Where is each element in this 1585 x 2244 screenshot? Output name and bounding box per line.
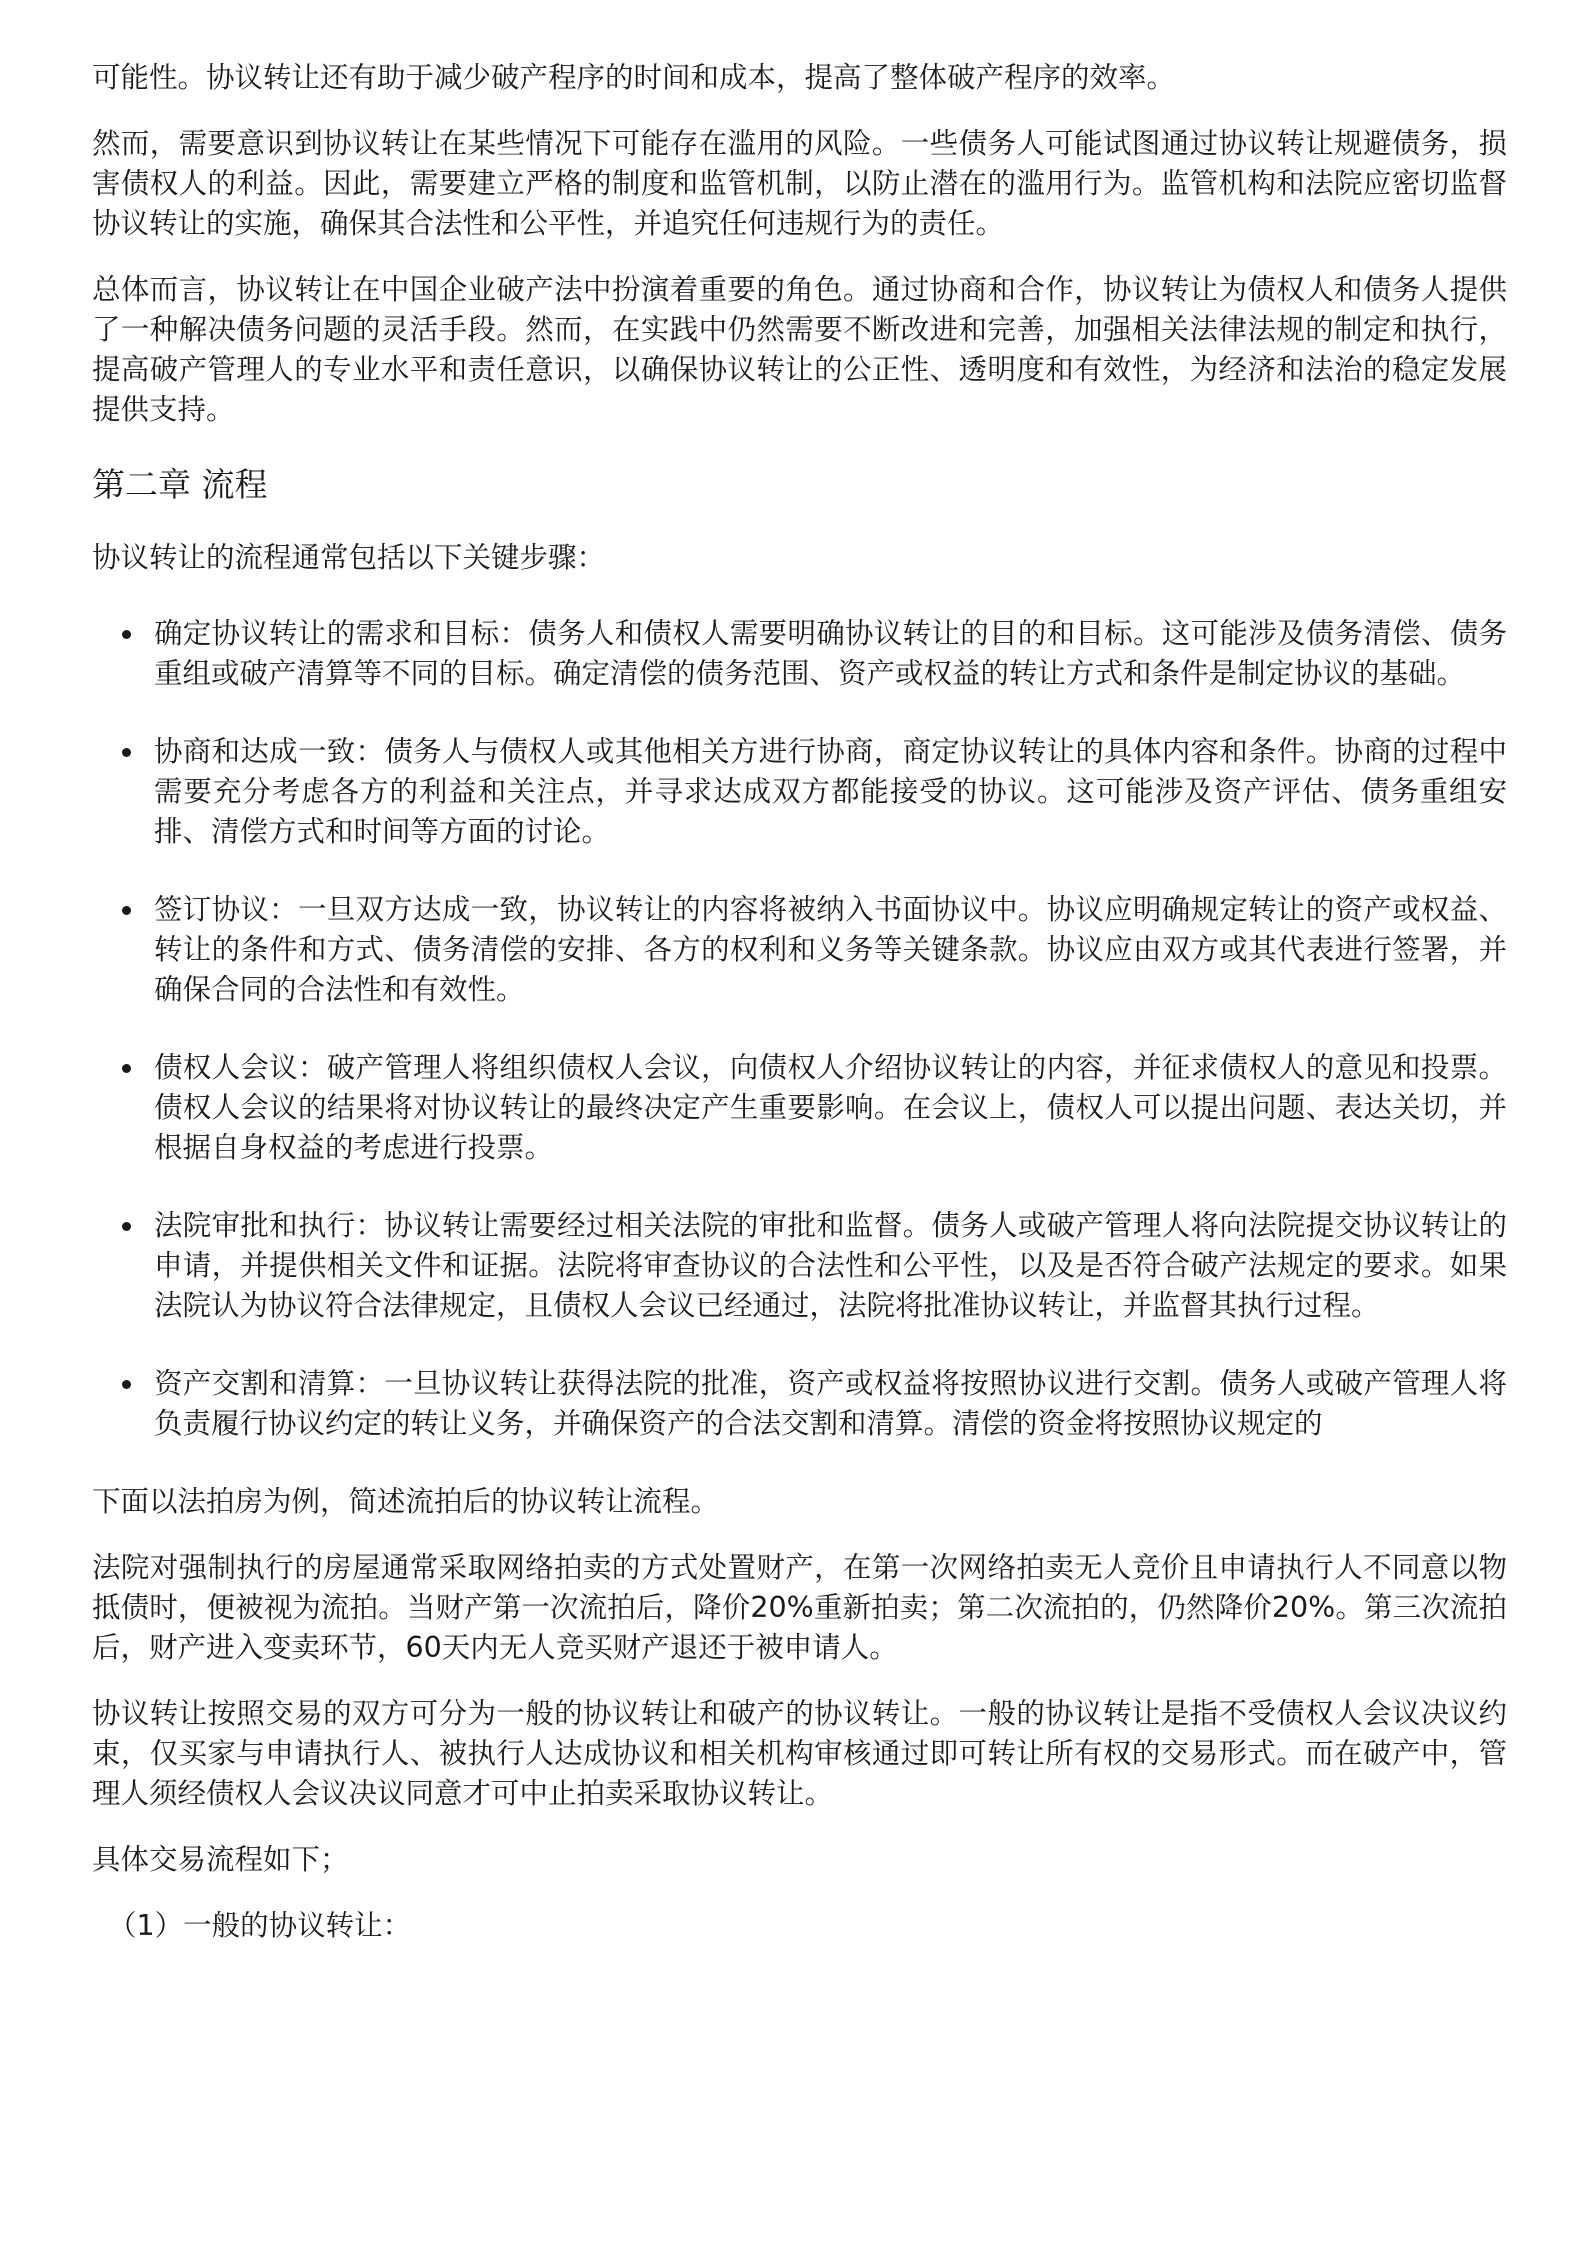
list-item [92, 1048, 1507, 1168]
list-item [92, 1364, 1507, 1444]
chapter-heading: 第二章 流程 [92, 465, 268, 504]
paragraph: 法院对强制执行的房屋通常采取网络拍卖的方式处置财产，在第一次网络拍卖无人竞价且申请执行人不同意以物抵债时，便被视为流拍。当财产第一次流拍后，降价20%重新拍卖；第二次流拍的，仍然降价20%。第三次流拍后，财产进入变卖环节，60天内无人竞买财产退还于被申请人。 [92, 1551, 1507, 1664]
paragraph: 可能性。协议转让还有助于减少破产程序的时间和成本，提高了整体破产程序的效率。 [92, 61, 1176, 94]
list-item [92, 1206, 1507, 1326]
bullet-icon [122, 748, 131, 757]
list-item-text: 确定协议转让的需求和目标：债务人和债权人需要明确协议转让的目的和目标。这可能涉及债务清偿、债务重组或破产清算等不同的目标。确定清偿的债务范围、资产或权益的转让方式和条件是制定协议的基础。 [154, 617, 1507, 690]
list-item-text: 债权人会议：破产管理人将组织债权人会议，向债权人介绍协议转让的内容，并征求债权人的意见和投票。债权人会议的结果将对协议转让的最终决定产生重要影响。在会议上，债权人可以提出问题、表达关切，并根据自身权益的考虑进行投票。 [154, 1051, 1507, 1164]
bullet-icon [122, 1222, 131, 1231]
paragraph: 总体而言，协议转让在中国企业破产法中扮演着重要的角色。通过协商和合作，协议转让为债权人和债务人提供了一种解决债务问题的灵活手段。然而，在实践中仍然需要不断改进和完善，加强相关法律法规的制定和执行，提高破产管理人的专业水平和责任意识，以确保协议转让的公正性、透明度和有效性，为经济和法治的稳定发展提供支持。 [92, 273, 1507, 426]
document-page [92, 58, 1507, 1946]
steps-list [92, 614, 1507, 1444]
paragraph: 具体交易流程如下； [92, 1843, 349, 1876]
bullet-icon [122, 1064, 131, 1073]
list-item [92, 890, 1507, 1010]
list-item [92, 614, 1507, 694]
paragraph: 然而，需要意识到协议转让在某些情况下可能存在滥用的风险。一些债务人可能试图通过协议转让规避债务，损害债权人的利益。因此，需要建立严格的制度和监管机制，以防止潜在的滥用行为。监管机构和法院应密切监督协议转让的实施，确保其合法性和公平性，并追究任何违规行为的责任。 [92, 127, 1507, 240]
steps-intro: 协议转让的流程通常包括以下关键步骤： [92, 541, 606, 574]
bullet-icon [122, 906, 131, 915]
sub-item: （1）一般的协议转让： [108, 1909, 412, 1942]
list-item-text: 签订协议：一旦双方达成一致，协议转让的内容将被纳入书面协议中。协议应明确规定转让的资产或权益、转让的条件和方式、债务清偿的安排、各方的权利和义务等关键条款。协议应由双方或其代表进行签署，并确保合同的合法性和有效性。 [154, 893, 1507, 1006]
list-item-text: 资产交割和清算：一旦协议转让获得法院的批准，资产或权益将按照协议进行交割。债务人或破产管理人将负责履行协议约定的转让义务，并确保资产的合法交割和清算。清偿的资金将按照协议规定的 [154, 1367, 1507, 1440]
paragraph: 下面以法拍房为例，简述流拍后的协议转让流程。 [92, 1485, 720, 1518]
bullet-icon [122, 1380, 131, 1389]
paragraph: 协议转让按照交易的双方可分为一般的协议转让和破产的协议转让。一般的协议转让是指不受债权人会议决议约束，仅买家与申请执行人、被执行人达成协议和相关机构审核通过即可转让所有权的交易形式。而在破产中，管理人须经债权人会议决议同意才可中止拍卖采取协议转让。 [92, 1697, 1507, 1810]
list-item-text: 法院审批和执行：协议转让需要经过相关法院的审批和监督。债务人或破产管理人将向法院提交协议转让的申请，并提供相关文件和证据。法院将审查协议的合法性和公平性，以及是否符合破产法规定的要求。如果法院认为协议符合法律规定，且债权人会议已经通过，法院将批准协议转让，并监督其执行过程。 [154, 1209, 1507, 1322]
list-item [92, 732, 1507, 852]
list-item-text: 协商和达成一致：债务人与债权人或其他相关方进行协商，商定协议转让的具体内容和条件。协商的过程中需要充分考虑各方的利益和关注点，并寻求达成双方都能接受的协议。这可能涉及资产评估、债务重组安排、清偿方式和时间等方面的讨论。 [154, 735, 1507, 848]
bullet-icon [122, 630, 131, 639]
